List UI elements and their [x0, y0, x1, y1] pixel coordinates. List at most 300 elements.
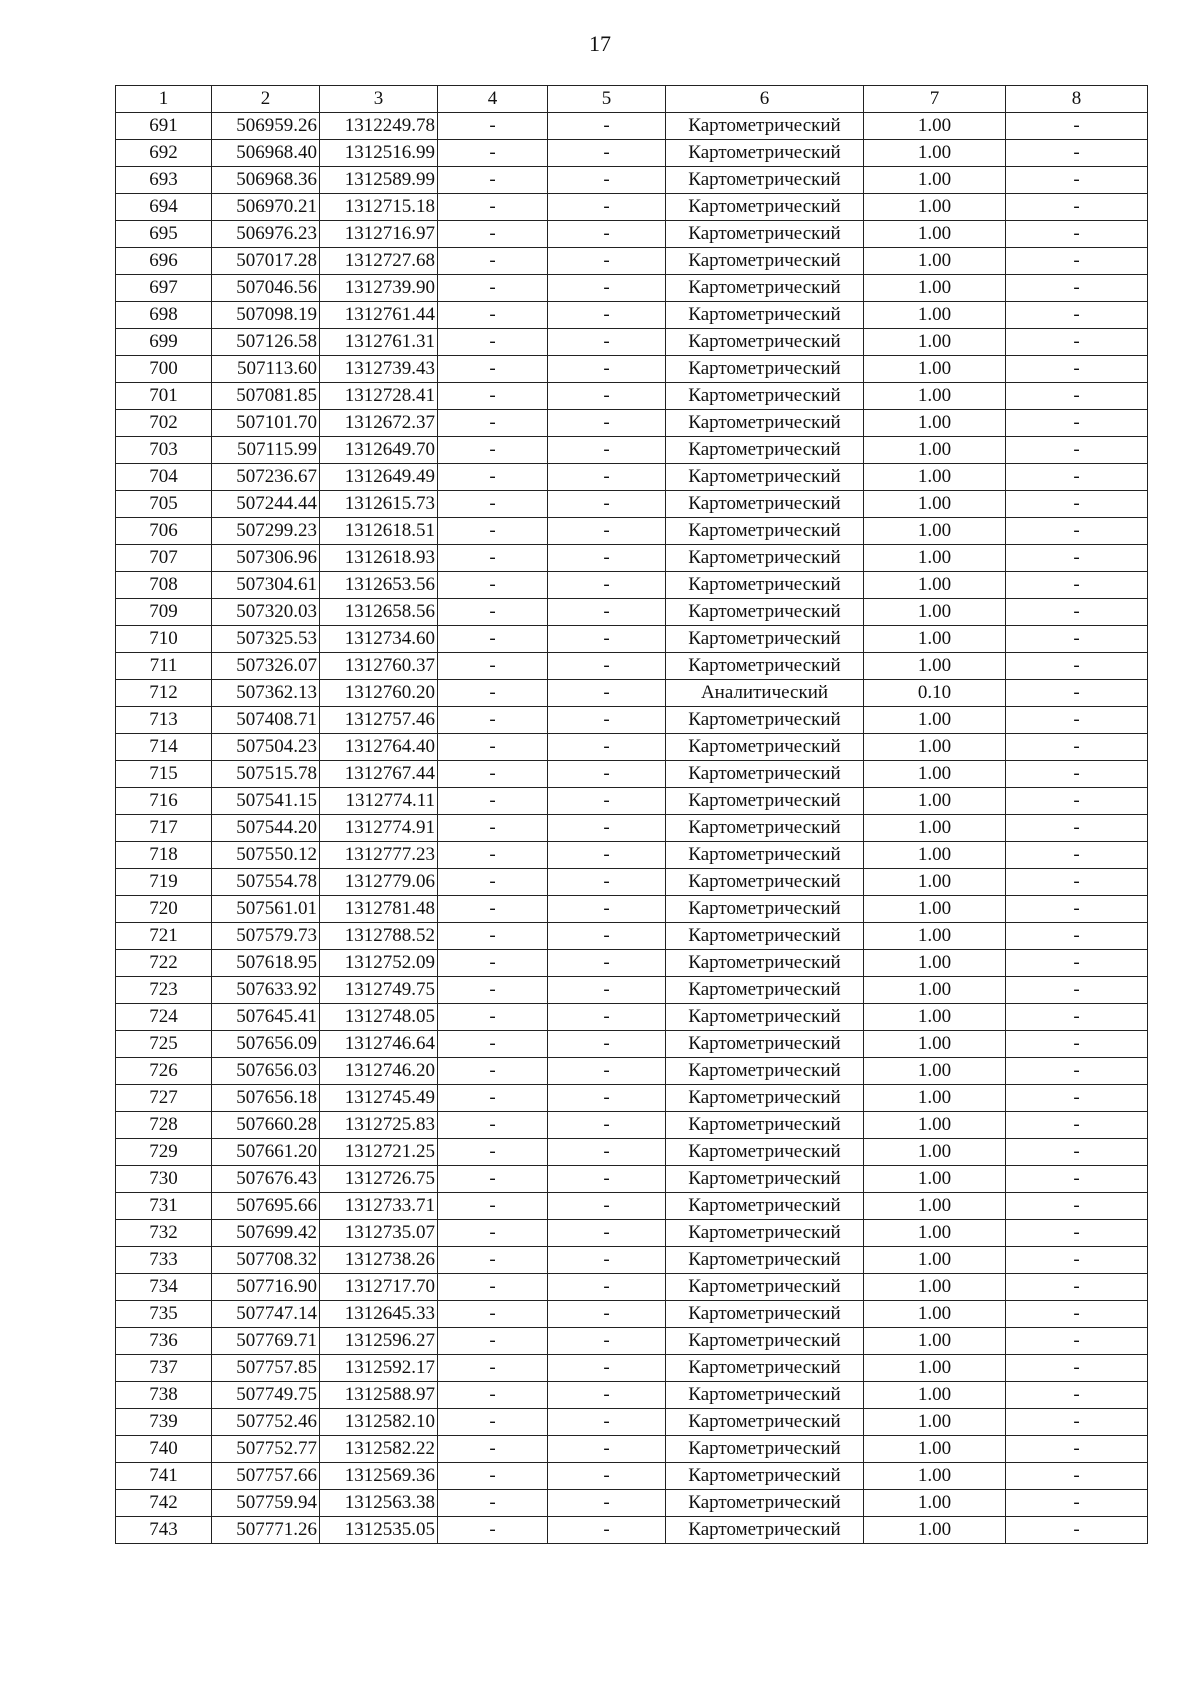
y-coordinate-cell: 1312582.10: [320, 1409, 438, 1436]
col8-cell: -: [1006, 734, 1148, 761]
header-col-x: 2: [212, 86, 320, 113]
x-coordinate-cell: 507126.58: [212, 329, 320, 356]
accuracy-cell: 1.00: [864, 1220, 1006, 1247]
col8-cell: -: [1006, 167, 1148, 194]
header-col-method: 6: [666, 86, 864, 113]
method-cell: Картометрический: [666, 275, 864, 302]
y-coordinate-cell: 1312658.56: [320, 599, 438, 626]
col5-cell: -: [548, 572, 666, 599]
point-number-cell: 727: [116, 1085, 212, 1112]
method-cell: Картометрический: [666, 1517, 864, 1544]
table-row: [116, 815, 1148, 842]
y-coordinate-cell: 1312649.70: [320, 437, 438, 464]
col5-cell: -: [548, 842, 666, 869]
x-coordinate-cell: 507645.41: [212, 1004, 320, 1031]
accuracy-cell: 1.00: [864, 275, 1006, 302]
col5-cell: -: [548, 194, 666, 221]
table-row: [116, 1247, 1148, 1274]
table-row: [116, 680, 1148, 707]
method-cell: Картометрический: [666, 194, 864, 221]
table-row: [116, 869, 1148, 896]
x-coordinate-cell: 507541.15: [212, 788, 320, 815]
table-row: [116, 1301, 1148, 1328]
method-cell: Картометрический: [666, 1058, 864, 1085]
y-coordinate-cell: 1312757.46: [320, 707, 438, 734]
table-row: [116, 1409, 1148, 1436]
col5-cell: -: [548, 734, 666, 761]
col4-cell: -: [438, 167, 548, 194]
col4-cell: -: [438, 1193, 548, 1220]
x-coordinate-cell: 507695.66: [212, 1193, 320, 1220]
method-cell: Картометрический: [666, 1166, 864, 1193]
y-coordinate-cell: 1312761.44: [320, 302, 438, 329]
accuracy-cell: 1.00: [864, 329, 1006, 356]
method-cell: Картометрический: [666, 140, 864, 167]
accuracy-cell: 1.00: [864, 977, 1006, 1004]
table-row: [116, 599, 1148, 626]
method-cell: Картометрический: [666, 1301, 864, 1328]
col5-cell: -: [548, 1490, 666, 1517]
y-coordinate-cell: 1312717.70: [320, 1274, 438, 1301]
col8-cell: -: [1006, 221, 1148, 248]
x-coordinate-cell: 507325.53: [212, 626, 320, 653]
col4-cell: -: [438, 707, 548, 734]
method-cell: Картометрический: [666, 761, 864, 788]
col5-cell: -: [548, 1463, 666, 1490]
col8-cell: -: [1006, 275, 1148, 302]
table-row: [116, 1058, 1148, 1085]
col5-cell: -: [548, 1517, 666, 1544]
col8-cell: -: [1006, 113, 1148, 140]
x-coordinate-cell: 507708.32: [212, 1247, 320, 1274]
x-coordinate-cell: 507716.90: [212, 1274, 320, 1301]
accuracy-cell: 1.00: [864, 1058, 1006, 1085]
col4-cell: -: [438, 113, 548, 140]
header-col-4: 4: [438, 86, 548, 113]
method-cell: Картометрический: [666, 1463, 864, 1490]
col5-cell: -: [548, 275, 666, 302]
accuracy-cell: 1.00: [864, 923, 1006, 950]
col8-cell: -: [1006, 140, 1148, 167]
point-number-cell: 701: [116, 383, 212, 410]
x-coordinate-cell: 507759.94: [212, 1490, 320, 1517]
y-coordinate-cell: 1312739.43: [320, 356, 438, 383]
col8-cell: -: [1006, 815, 1148, 842]
table-row: [116, 275, 1148, 302]
x-coordinate-cell: 507747.14: [212, 1301, 320, 1328]
point-number-cell: 693: [116, 167, 212, 194]
point-number-cell: 730: [116, 1166, 212, 1193]
col8-cell: -: [1006, 410, 1148, 437]
table-row: [116, 1463, 1148, 1490]
x-coordinate-cell: 507660.28: [212, 1112, 320, 1139]
point-number-cell: 705: [116, 491, 212, 518]
y-coordinate-cell: 1312615.73: [320, 491, 438, 518]
col5-cell: -: [548, 1220, 666, 1247]
y-coordinate-cell: 1312764.40: [320, 734, 438, 761]
col4-cell: -: [438, 761, 548, 788]
accuracy-cell: 1.00: [864, 437, 1006, 464]
point-number-cell: 716: [116, 788, 212, 815]
accuracy-cell: 1.00: [864, 1247, 1006, 1274]
col4-cell: -: [438, 788, 548, 815]
accuracy-cell: 1.00: [864, 815, 1006, 842]
y-coordinate-cell: 1312728.41: [320, 383, 438, 410]
col8-cell: -: [1006, 1355, 1148, 1382]
method-cell: Аналитический: [666, 680, 864, 707]
col5-cell: -: [548, 869, 666, 896]
table-row: [116, 140, 1148, 167]
method-cell: Картометрический: [666, 626, 864, 653]
col4-cell: -: [438, 1139, 548, 1166]
table-row: [116, 572, 1148, 599]
accuracy-cell: 1.00: [864, 1436, 1006, 1463]
col4-cell: -: [438, 1031, 548, 1058]
x-coordinate-cell: 507113.60: [212, 356, 320, 383]
y-coordinate-cell: 1312592.17: [320, 1355, 438, 1382]
x-coordinate-cell: 507656.09: [212, 1031, 320, 1058]
col4-cell: -: [438, 1355, 548, 1382]
x-coordinate-cell: 507017.28: [212, 248, 320, 275]
col8-cell: -: [1006, 356, 1148, 383]
method-cell: Картометрический: [666, 410, 864, 437]
point-number-cell: 699: [116, 329, 212, 356]
table-row: [116, 707, 1148, 734]
x-coordinate-cell: 507101.70: [212, 410, 320, 437]
method-cell: Картометрический: [666, 356, 864, 383]
col5-cell: -: [548, 1085, 666, 1112]
col4-cell: -: [438, 545, 548, 572]
point-number-cell: 740: [116, 1436, 212, 1463]
col5-cell: -: [548, 329, 666, 356]
col4-cell: -: [438, 410, 548, 437]
accuracy-cell: 1.00: [864, 491, 1006, 518]
y-coordinate-cell: 1312760.37: [320, 653, 438, 680]
accuracy-cell: 1.00: [864, 167, 1006, 194]
point-number-cell: 736: [116, 1328, 212, 1355]
accuracy-cell: 1.00: [864, 788, 1006, 815]
accuracy-cell: 1.00: [864, 653, 1006, 680]
col8-cell: -: [1006, 518, 1148, 545]
accuracy-cell: 1.00: [864, 518, 1006, 545]
table-row: [116, 1382, 1148, 1409]
col4-cell: -: [438, 680, 548, 707]
y-coordinate-cell: 1312645.33: [320, 1301, 438, 1328]
table-row: [116, 221, 1148, 248]
x-coordinate-cell: 507757.85: [212, 1355, 320, 1382]
point-number-cell: 694: [116, 194, 212, 221]
col8-cell: -: [1006, 896, 1148, 923]
method-cell: Картометрический: [666, 1328, 864, 1355]
method-cell: Картометрический: [666, 491, 864, 518]
col4-cell: -: [438, 383, 548, 410]
table-row: [116, 950, 1148, 977]
method-cell: Картометрический: [666, 1490, 864, 1517]
col8-cell: -: [1006, 1112, 1148, 1139]
table-row: [116, 248, 1148, 275]
y-coordinate-cell: 1312588.97: [320, 1382, 438, 1409]
accuracy-cell: 1.00: [864, 1274, 1006, 1301]
method-cell: Картометрический: [666, 329, 864, 356]
col5-cell: -: [548, 1139, 666, 1166]
accuracy-cell: 1.00: [864, 1139, 1006, 1166]
col5-cell: -: [548, 599, 666, 626]
col8-cell: -: [1006, 464, 1148, 491]
method-cell: Картометрический: [666, 383, 864, 410]
col4-cell: -: [438, 1436, 548, 1463]
table-row: [116, 167, 1148, 194]
y-coordinate-cell: 1312735.07: [320, 1220, 438, 1247]
table-row: [116, 437, 1148, 464]
point-number-cell: 692: [116, 140, 212, 167]
col4-cell: -: [438, 977, 548, 1004]
table-row: [116, 1355, 1148, 1382]
table-row: [116, 1193, 1148, 1220]
x-coordinate-cell: 507618.95: [212, 950, 320, 977]
col5-cell: -: [548, 761, 666, 788]
y-coordinate-cell: 1312721.25: [320, 1139, 438, 1166]
accuracy-cell: 1.00: [864, 383, 1006, 410]
y-coordinate-cell: 1312739.90: [320, 275, 438, 302]
col8-cell: -: [1006, 1166, 1148, 1193]
x-coordinate-cell: 507579.73: [212, 923, 320, 950]
col4-cell: -: [438, 869, 548, 896]
y-coordinate-cell: 1312746.64: [320, 1031, 438, 1058]
header-col-accuracy: 7: [864, 86, 1006, 113]
col8-cell: -: [1006, 626, 1148, 653]
y-coordinate-cell: 1312582.22: [320, 1436, 438, 1463]
method-cell: Картометрический: [666, 788, 864, 815]
col4-cell: -: [438, 1517, 548, 1544]
point-number-cell: 715: [116, 761, 212, 788]
y-coordinate-cell: 1312672.37: [320, 410, 438, 437]
col8-cell: -: [1006, 437, 1148, 464]
x-coordinate-cell: 507661.20: [212, 1139, 320, 1166]
col4-cell: -: [438, 1004, 548, 1031]
x-coordinate-cell: 507561.01: [212, 896, 320, 923]
col4-cell: -: [438, 1274, 548, 1301]
y-coordinate-cell: 1312752.09: [320, 950, 438, 977]
col5-cell: -: [548, 1301, 666, 1328]
col8-cell: -: [1006, 248, 1148, 275]
x-coordinate-cell: 507304.61: [212, 572, 320, 599]
col4-cell: -: [438, 653, 548, 680]
col5-cell: -: [548, 1436, 666, 1463]
col8-cell: -: [1006, 1247, 1148, 1274]
col4-cell: -: [438, 1247, 548, 1274]
accuracy-cell: 1.00: [864, 194, 1006, 221]
x-coordinate-cell: 507633.92: [212, 977, 320, 1004]
method-cell: Картометрический: [666, 1004, 864, 1031]
col5-cell: -: [548, 437, 666, 464]
table-row: [116, 626, 1148, 653]
method-cell: Картометрический: [666, 545, 864, 572]
point-number-cell: 700: [116, 356, 212, 383]
col5-cell: -: [548, 410, 666, 437]
table-row: [116, 383, 1148, 410]
accuracy-cell: 1.00: [864, 410, 1006, 437]
x-coordinate-cell: 507515.78: [212, 761, 320, 788]
table-row: [116, 896, 1148, 923]
method-cell: Картометрический: [666, 815, 864, 842]
x-coordinate-cell: 507098.19: [212, 302, 320, 329]
x-coordinate-cell: 506959.26: [212, 113, 320, 140]
method-cell: Картометрический: [666, 707, 864, 734]
accuracy-cell: 1.00: [864, 1166, 1006, 1193]
col8-cell: -: [1006, 1463, 1148, 1490]
col8-cell: -: [1006, 1004, 1148, 1031]
x-coordinate-cell: 506968.36: [212, 167, 320, 194]
x-coordinate-cell: 507115.99: [212, 437, 320, 464]
x-coordinate-cell: 507326.07: [212, 653, 320, 680]
col4-cell: -: [438, 896, 548, 923]
col4-cell: -: [438, 599, 548, 626]
y-coordinate-cell: 1312788.52: [320, 923, 438, 950]
col4-cell: -: [438, 356, 548, 383]
col5-cell: -: [548, 1058, 666, 1085]
method-cell: Картометрический: [666, 437, 864, 464]
point-number-cell: 710: [116, 626, 212, 653]
method-cell: Картометрический: [666, 734, 864, 761]
table-row: [116, 329, 1148, 356]
col5-cell: -: [548, 977, 666, 1004]
accuracy-cell: 1.00: [864, 1463, 1006, 1490]
table-row: [116, 842, 1148, 869]
table-row: [116, 1220, 1148, 1247]
x-coordinate-cell: 507676.43: [212, 1166, 320, 1193]
accuracy-cell: 1.00: [864, 1490, 1006, 1517]
col5-cell: -: [548, 167, 666, 194]
col8-cell: -: [1006, 1382, 1148, 1409]
accuracy-cell: 1.00: [864, 1193, 1006, 1220]
method-cell: Картометрический: [666, 1220, 864, 1247]
col5-cell: -: [548, 140, 666, 167]
point-number-cell: 722: [116, 950, 212, 977]
y-coordinate-cell: 1312516.99: [320, 140, 438, 167]
y-coordinate-cell: 1312777.23: [320, 842, 438, 869]
y-coordinate-cell: 1312725.83: [320, 1112, 438, 1139]
method-cell: Картометрический: [666, 1139, 864, 1166]
col4-cell: -: [438, 194, 548, 221]
accuracy-cell: 1.00: [864, 1031, 1006, 1058]
col4-cell: -: [438, 1220, 548, 1247]
col8-cell: -: [1006, 761, 1148, 788]
accuracy-cell: 1.00: [864, 707, 1006, 734]
x-coordinate-cell: 507749.75: [212, 1382, 320, 1409]
table-row: [116, 113, 1148, 140]
col5-cell: -: [548, 1382, 666, 1409]
y-coordinate-cell: 1312746.20: [320, 1058, 438, 1085]
method-cell: Картометрический: [666, 1085, 864, 1112]
col5-cell: -: [548, 113, 666, 140]
col5-cell: -: [548, 815, 666, 842]
col8-cell: -: [1006, 1328, 1148, 1355]
col8-cell: -: [1006, 1490, 1148, 1517]
col4-cell: -: [438, 626, 548, 653]
table-row: [116, 410, 1148, 437]
x-coordinate-cell: 507656.03: [212, 1058, 320, 1085]
table-row: [116, 356, 1148, 383]
col8-cell: -: [1006, 572, 1148, 599]
point-number-cell: 732: [116, 1220, 212, 1247]
x-coordinate-cell: 506968.40: [212, 140, 320, 167]
point-number-cell: 702: [116, 410, 212, 437]
x-coordinate-cell: 506976.23: [212, 221, 320, 248]
method-cell: Картометрический: [666, 1193, 864, 1220]
y-coordinate-cell: 1312738.26: [320, 1247, 438, 1274]
point-number-cell: 706: [116, 518, 212, 545]
method-cell: Картометрический: [666, 1436, 864, 1463]
method-cell: Картометрический: [666, 653, 864, 680]
col4-cell: -: [438, 1382, 548, 1409]
table-row: [116, 761, 1148, 788]
col4-cell: -: [438, 329, 548, 356]
accuracy-cell: 1.00: [864, 302, 1006, 329]
accuracy-cell: 1.00: [864, 599, 1006, 626]
x-coordinate-cell: 507554.78: [212, 869, 320, 896]
col5-cell: -: [548, 680, 666, 707]
col5-cell: -: [548, 1355, 666, 1382]
x-coordinate-cell: 507408.71: [212, 707, 320, 734]
col5-cell: -: [548, 1112, 666, 1139]
col8-cell: -: [1006, 680, 1148, 707]
table-header-row: [116, 86, 1148, 113]
col4-cell: -: [438, 464, 548, 491]
table-row: [116, 464, 1148, 491]
col5-cell: -: [548, 1328, 666, 1355]
method-cell: Картометрический: [666, 599, 864, 626]
point-number-cell: 738: [116, 1382, 212, 1409]
col8-cell: -: [1006, 1517, 1148, 1544]
y-coordinate-cell: 1312774.91: [320, 815, 438, 842]
method-cell: Картометрический: [666, 248, 864, 275]
header-col-8: 8: [1006, 86, 1148, 113]
col8-cell: -: [1006, 788, 1148, 815]
col4-cell: -: [438, 1409, 548, 1436]
y-coordinate-cell: 1312618.93: [320, 545, 438, 572]
col8-cell: -: [1006, 1220, 1148, 1247]
point-number-cell: 739: [116, 1409, 212, 1436]
col8-cell: -: [1006, 977, 1148, 1004]
col8-cell: -: [1006, 1301, 1148, 1328]
point-number-cell: 729: [116, 1139, 212, 1166]
x-coordinate-cell: 507752.77: [212, 1436, 320, 1463]
x-coordinate-cell: 507544.20: [212, 815, 320, 842]
point-number-cell: 703: [116, 437, 212, 464]
col4-cell: -: [438, 302, 548, 329]
accuracy-cell: 1.00: [864, 950, 1006, 977]
col8-cell: -: [1006, 1058, 1148, 1085]
point-number-cell: 695: [116, 221, 212, 248]
col4-cell: -: [438, 437, 548, 464]
x-coordinate-cell: 507046.56: [212, 275, 320, 302]
table-row: [116, 1436, 1148, 1463]
col5-cell: -: [548, 950, 666, 977]
method-cell: Картометрический: [666, 302, 864, 329]
col5-cell: -: [548, 626, 666, 653]
accuracy-cell: 1.00: [864, 626, 1006, 653]
point-number-cell: 712: [116, 680, 212, 707]
point-number-cell: 728: [116, 1112, 212, 1139]
y-coordinate-cell: 1312249.78: [320, 113, 438, 140]
col8-cell: -: [1006, 383, 1148, 410]
col8-cell: -: [1006, 950, 1148, 977]
x-coordinate-cell: 506970.21: [212, 194, 320, 221]
col4-cell: -: [438, 140, 548, 167]
accuracy-cell: 1.00: [864, 734, 1006, 761]
method-cell: Картометрический: [666, 923, 864, 950]
x-coordinate-cell: 507769.71: [212, 1328, 320, 1355]
